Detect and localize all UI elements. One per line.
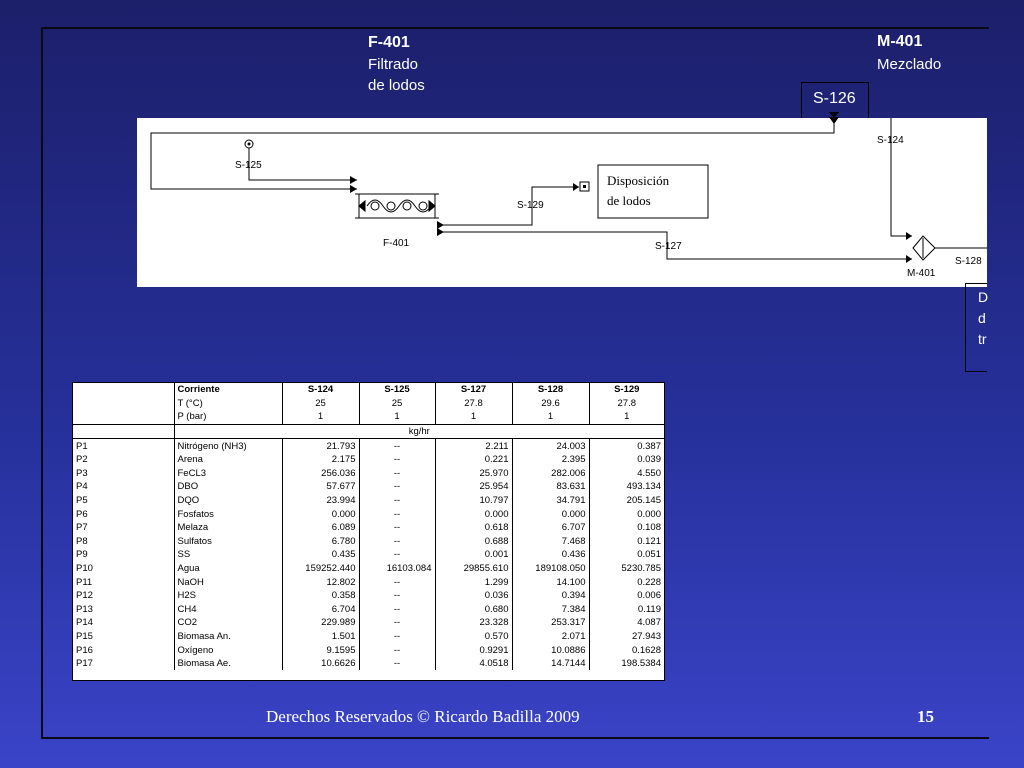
- row-value: 0.221: [435, 453, 512, 467]
- row-value: 10.6626: [282, 657, 359, 671]
- destination-callout-cut: [965, 283, 987, 372]
- row-value: 4.087: [637, 617, 661, 629]
- table-row: [73, 643, 664, 657]
- row-component: Biomasa Ae.: [174, 657, 282, 671]
- row-value: 2.211: [435, 439, 512, 453]
- row-value: 0.618: [435, 521, 512, 535]
- row-value: 0.108: [637, 522, 661, 534]
- arrowhead: [906, 255, 912, 263]
- table-header-row: [73, 383, 664, 397]
- units-row: [73, 424, 664, 439]
- table-row: [73, 521, 664, 535]
- row-value: 0.006: [637, 590, 661, 602]
- row-value: 0.036: [435, 589, 512, 603]
- row-id: P17: [73, 657, 174, 671]
- row-value: 198.5384: [621, 658, 661, 670]
- row-component: Nitrógeno (NH3): [174, 439, 282, 453]
- row-id: P1: [73, 439, 174, 453]
- row-component: CO2: [174, 616, 282, 630]
- row-value: 25.970: [435, 467, 512, 481]
- row-component: DQO: [174, 494, 282, 508]
- row-value: 0.000: [512, 507, 589, 521]
- row-value: 0.9291: [435, 643, 512, 657]
- row-value: 29855.610: [435, 562, 512, 576]
- row-id: P14: [73, 616, 174, 630]
- row-value: --: [359, 521, 435, 535]
- stream-data-table: [73, 383, 664, 670]
- row-id: P13: [73, 603, 174, 617]
- row-value: --: [359, 603, 435, 617]
- dest-line3: tr: [978, 331, 987, 347]
- dest-line1: D: [978, 289, 989, 305]
- row-value: 1.501: [282, 630, 359, 644]
- row-value: 0.119: [637, 603, 661, 615]
- row-value: 0.358: [282, 589, 359, 603]
- row-value: --: [359, 439, 435, 453]
- row-value: 14.7144: [512, 657, 589, 671]
- row-value: 0.039: [637, 454, 661, 466]
- table-header-row: [73, 397, 664, 411]
- header-blank: [73, 410, 174, 424]
- table-row: [73, 507, 664, 521]
- label-s128: S-128: [955, 256, 982, 267]
- row-value: 5230.785: [621, 563, 661, 575]
- header-cell: S-128: [512, 383, 589, 397]
- table-row: [73, 630, 664, 644]
- row-value: 0.570: [435, 630, 512, 644]
- row-value: 0.051: [637, 549, 661, 561]
- table-row: [73, 603, 664, 617]
- row-component: Arena: [174, 453, 282, 467]
- row-component: Oxígeno: [174, 643, 282, 657]
- row-id: P12: [73, 589, 174, 603]
- row-value: 23.328: [435, 616, 512, 630]
- row-value: 253.317: [512, 616, 589, 630]
- header-blank: [73, 383, 174, 397]
- row-value: 1.299: [435, 575, 512, 589]
- row-value: 83.631: [512, 480, 589, 494]
- row-value: --: [359, 575, 435, 589]
- row-value: 205.145: [626, 495, 661, 507]
- header-label: Corriente: [174, 383, 282, 397]
- stream-s129-line: [437, 187, 579, 225]
- row-component: NaOH: [174, 575, 282, 589]
- units-blank: [73, 424, 174, 439]
- f401-title: F-401: [368, 34, 410, 51]
- arrowhead: [829, 117, 839, 124]
- row-value: 4.550: [637, 467, 661, 479]
- table-row: [73, 494, 664, 508]
- row-value: 9.1595: [282, 643, 359, 657]
- row-value: --: [359, 548, 435, 562]
- table-row: [73, 439, 664, 453]
- disposal-line2: de lodos: [607, 193, 651, 208]
- row-value: 21.793: [282, 439, 359, 453]
- s125-source-icon: [245, 140, 253, 148]
- table-row: [73, 467, 664, 481]
- arrowhead: [573, 183, 579, 191]
- row-id: P16: [73, 643, 174, 657]
- row-component: Melaza: [174, 521, 282, 535]
- f401-desc-line1: Filtrado: [368, 56, 419, 73]
- header-blank: [73, 397, 174, 411]
- header-cell: S-125: [359, 383, 435, 397]
- row-component: CH4: [174, 603, 282, 617]
- row-id: P5: [73, 494, 174, 508]
- row-component: Fosfatos: [174, 507, 282, 521]
- row-value: 0.394: [512, 589, 589, 603]
- row-value: 282.006: [512, 467, 589, 481]
- table-row: [73, 657, 664, 671]
- row-component: FeCL3: [174, 467, 282, 481]
- row-id: P2: [73, 453, 174, 467]
- page-number: 15: [917, 707, 934, 726]
- row-value: 0.1628: [631, 644, 661, 656]
- header-cell: 1: [512, 410, 589, 424]
- row-value: --: [359, 480, 435, 494]
- label-m401: M-401: [907, 268, 936, 279]
- row-value: 0.436: [512, 548, 589, 562]
- header-cell: 1: [282, 410, 359, 424]
- f401-description: [368, 54, 425, 96]
- row-value: 4.0518: [435, 657, 512, 671]
- row-value: 6.704: [282, 603, 359, 617]
- row-value: --: [359, 467, 435, 481]
- arrowhead: [437, 228, 444, 236]
- m401-description: Mezclado: [877, 56, 942, 73]
- row-value: 10.797: [435, 494, 512, 508]
- header-cell: 29.6: [512, 397, 589, 411]
- row-component: Biomasa An.: [174, 630, 282, 644]
- row-id: P3: [73, 467, 174, 481]
- row-value: 7.384: [512, 603, 589, 617]
- row-value: 0.000: [282, 507, 359, 521]
- row-component: H2S: [174, 589, 282, 603]
- row-value: 0.228: [637, 576, 661, 588]
- units-label: kg/hr: [174, 424, 664, 439]
- row-value: 0.121: [637, 535, 661, 547]
- row-value: 7.468: [512, 535, 589, 549]
- process-flow-diagram: [137, 118, 987, 287]
- row-value: 0.000: [435, 507, 512, 521]
- header-cell: S-129: [614, 384, 640, 396]
- row-value: 0.387: [589, 439, 664, 453]
- table-row: [73, 589, 664, 603]
- row-value: 6.780: [282, 535, 359, 549]
- header-cell: 25: [282, 397, 359, 411]
- row-component: Sulfatos: [174, 535, 282, 549]
- row-value: 0.001: [435, 548, 512, 562]
- row-component: Agua: [174, 562, 282, 576]
- header-cell: 1: [435, 410, 512, 424]
- row-value: 12.802: [282, 575, 359, 589]
- row-value: --: [359, 507, 435, 521]
- row-value: --: [359, 657, 435, 671]
- row-id: P9: [73, 548, 174, 562]
- mixer-m401-icon: [913, 236, 935, 260]
- row-value: --: [359, 453, 435, 467]
- header-label: P (bar): [174, 410, 282, 424]
- row-value: 6.707: [512, 521, 589, 535]
- header-cell: 25: [359, 397, 435, 411]
- m401-title: M-401: [877, 33, 923, 50]
- stream-s125-line: [249, 148, 357, 180]
- table-row: [73, 562, 664, 576]
- row-value: 493.134: [626, 481, 661, 493]
- row-id: P10: [73, 562, 174, 576]
- f401-desc-line2: de lodos: [368, 77, 425, 94]
- row-value: 0.688: [435, 535, 512, 549]
- row-value: 189108.050: [512, 562, 589, 576]
- row-value: 14.100: [512, 575, 589, 589]
- row-id: P11: [73, 575, 174, 589]
- stream-s126-callout: S-126: [801, 82, 869, 131]
- header-label: T (°C): [174, 397, 282, 411]
- row-value: --: [359, 535, 435, 549]
- row-id: P4: [73, 480, 174, 494]
- label-s125: S-125: [235, 160, 262, 171]
- row-value: --: [359, 616, 435, 630]
- arrowhead: [350, 185, 357, 193]
- row-value: 256.036: [282, 467, 359, 481]
- row-value: 2.071: [512, 630, 589, 644]
- s129-sink-icon: [580, 182, 589, 191]
- arrowhead: [437, 221, 444, 229]
- row-component: SS: [174, 548, 282, 562]
- row-value: 34.791: [512, 494, 589, 508]
- row-value: --: [359, 630, 435, 644]
- header-cell: S-127: [435, 383, 512, 397]
- label-s129: S-129: [517, 200, 544, 211]
- row-value: 6.089: [282, 521, 359, 535]
- row-value: 229.989: [282, 616, 359, 630]
- row-id: P7: [73, 521, 174, 535]
- table-row: [73, 616, 664, 630]
- row-value: 27.943: [631, 630, 661, 642]
- row-value: 0.000: [637, 508, 661, 520]
- row-id: P8: [73, 535, 174, 549]
- row-value: 0.435: [282, 548, 359, 562]
- stream-table: [72, 382, 665, 681]
- footer-copyright: Derechos Reservados © Ricardo Badilla 2009: [266, 707, 580, 726]
- row-value: --: [359, 643, 435, 657]
- table-row: [73, 548, 664, 562]
- table-row: [73, 480, 664, 494]
- row-id: P6: [73, 507, 174, 521]
- table-header-row: [73, 410, 664, 424]
- header-cell: 1: [359, 410, 435, 424]
- row-value: 0.680: [435, 603, 512, 617]
- dest-line2: d: [978, 310, 986, 326]
- row-value: --: [359, 589, 435, 603]
- header-cell: 27.8: [435, 397, 512, 411]
- table-row: [73, 575, 664, 589]
- row-value: 23.994: [282, 494, 359, 508]
- row-value: --: [359, 494, 435, 508]
- label-s127: S-127: [655, 241, 682, 252]
- row-value: 2.175: [282, 453, 359, 467]
- arrowhead: [906, 232, 912, 240]
- header-cell: 27.8: [617, 397, 636, 409]
- row-value: 10.0886: [512, 643, 589, 657]
- header-cell: S-124: [282, 383, 359, 397]
- label-f401: F-401: [383, 238, 410, 249]
- row-value: 25.954: [435, 480, 512, 494]
- table-row: [73, 535, 664, 549]
- filter-f401-icon: [355, 194, 439, 218]
- row-id: P15: [73, 630, 174, 644]
- arrowhead: [350, 176, 357, 184]
- row-value: 24.003: [512, 439, 589, 453]
- header-cell: 1: [624, 411, 630, 423]
- row-value: 2.395: [512, 453, 589, 467]
- disposal-line1: Disposición: [607, 173, 670, 188]
- row-value: 57.677: [282, 480, 359, 494]
- table-row: [73, 453, 664, 467]
- label-s124: S-124: [877, 135, 904, 146]
- row-component: DBO: [174, 480, 282, 494]
- stream-s126-line: [151, 118, 834, 189]
- row-value: 16103.084: [359, 562, 435, 576]
- row-value: 159252.440: [282, 562, 359, 576]
